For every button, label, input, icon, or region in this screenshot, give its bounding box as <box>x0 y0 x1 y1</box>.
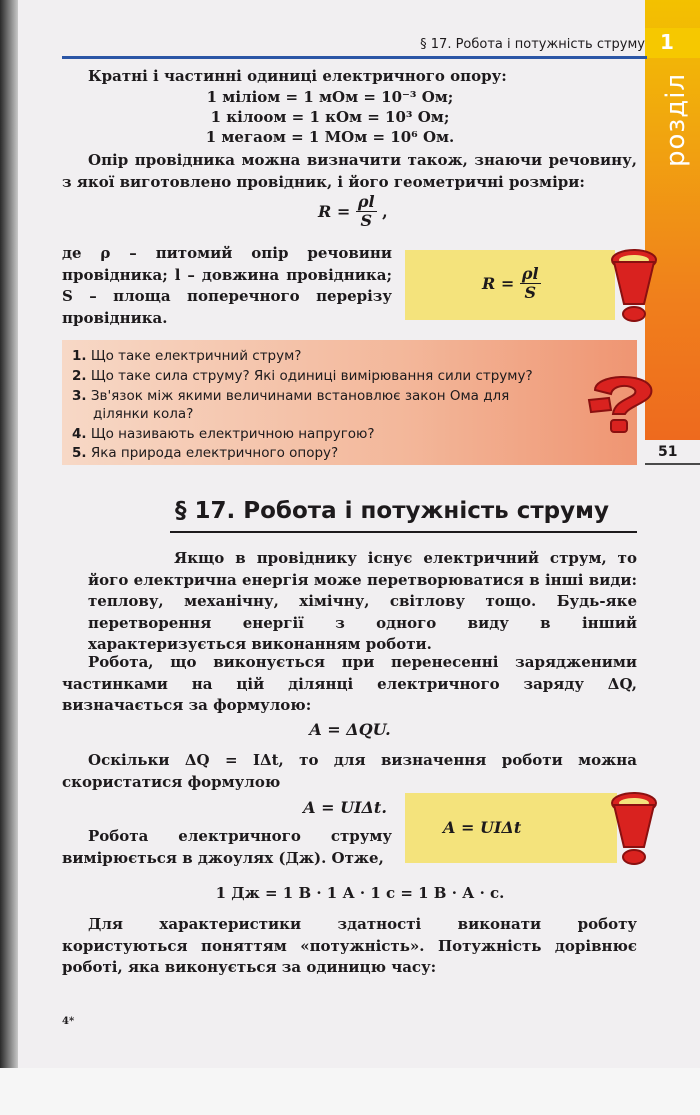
page-number-rule <box>645 463 700 465</box>
section-title-rule <box>170 531 637 533</box>
print-mark: 4* <box>62 1016 75 1027</box>
question-mark-icon <box>585 368 665 438</box>
formula-box-resistance-text <box>482 265 541 302</box>
section-title: § 17. Робота і потужність струму <box>175 498 609 524</box>
section-paragraph-5: Для характеристики здатності виконати роботу користуються поняттям «потужність». Потужність дорівнює роботі, яка виконується за одиницю часу: <box>62 915 637 976</box>
question-item: 5. Яка природа електричного опору? <box>72 445 339 461</box>
work-formula-current: A = UIΔt. <box>303 798 387 817</box>
units-intro: Кратні і частинні одиниці електричного опору: <box>88 67 507 85</box>
box-formula-fraction <box>520 265 541 302</box>
question-item: 4. Що називають електричною напругою? <box>72 426 375 442</box>
running-title: § 17. Робота і потужність струму <box>420 37 645 52</box>
page-binding-shadow <box>0 0 18 1068</box>
section-paragraph-1: Якщо в провіднику існує електричний струм, то його електрична енергія може перетворюватися в інші види: теплову, механічну, хімічну, світлову тощо. Будь-яке перетворення енергії з одного виду в інший характеризується виконанням роботи. <box>88 549 637 653</box>
question-item: 1. Що таке електричний струм? <box>72 348 302 364</box>
box-formula-numerator: ρl <box>521 264 539 283</box>
formula-denominator: S <box>360 211 372 230</box>
joule-definition: 1 Дж = 1 В · 1 А · 1 с = 1 В · А · с. <box>215 884 505 902</box>
formula-box-work-text: A = UIΔt <box>443 818 522 837</box>
units-line-2: 1 кілоом = 1 кОм = 10³ Ом; <box>210 108 450 126</box>
page-number: 51 <box>658 444 678 460</box>
formula-numerator: ρl <box>357 192 375 211</box>
section-paragraph-3: Оскільки ΔQ = IΔt, то для визначення роботи можна скористатися формулою <box>62 751 637 791</box>
header-rule <box>62 56 647 59</box>
units-line-1: 1 міліом = 1 мОм = 10⁻³ Ом; <box>206 88 454 106</box>
question-item: 3. Зв'язок між якими величинами встановлює закон Ома для <box>72 388 510 404</box>
formula-fraction <box>356 193 377 230</box>
resistance-explanation: де ρ – питомий опір речовини провідника; l – довжина провідника; S – площа поперечного перерізу провідника. <box>62 244 392 327</box>
box-formula-lhs: R = <box>482 274 515 293</box>
box-formula-denominator: S <box>524 283 536 302</box>
exclamation-cup-icon <box>604 246 664 324</box>
section-paragraph-4: Робота електричного струму вимірюється в джоулях (Дж). Отже, <box>62 827 392 867</box>
question-item: ділянки кола? <box>93 406 194 422</box>
chapter-number: 1 <box>660 30 674 54</box>
question-item: 2. Що таке сила струму? Які одиниці вимірювання сили струму? <box>72 368 533 384</box>
formula-tail: , <box>382 202 388 221</box>
page-bottom-strip <box>0 1068 700 1115</box>
resistance-paragraph: Опір провідника можна визначити також, знаючи речовину, з якої виготовлено провідник, і його геометричні розміри: <box>62 151 637 191</box>
units-line-3: 1 мегаом = 1 МОм = 10⁶ Ом. <box>205 128 455 146</box>
formula-lhs: R = <box>318 202 351 221</box>
section-paragraph-2: Робота, що виконується при перенесенні зарядженими частинками на цій ділянці електричного заряду ΔQ, визначається за формулою: <box>62 653 637 714</box>
chapter-word: розділ <box>661 72 691 167</box>
exclamation-cup-icon <box>604 789 664 867</box>
resistance-formula <box>318 193 388 230</box>
work-formula-charge: A = ΔQU. <box>309 720 391 739</box>
